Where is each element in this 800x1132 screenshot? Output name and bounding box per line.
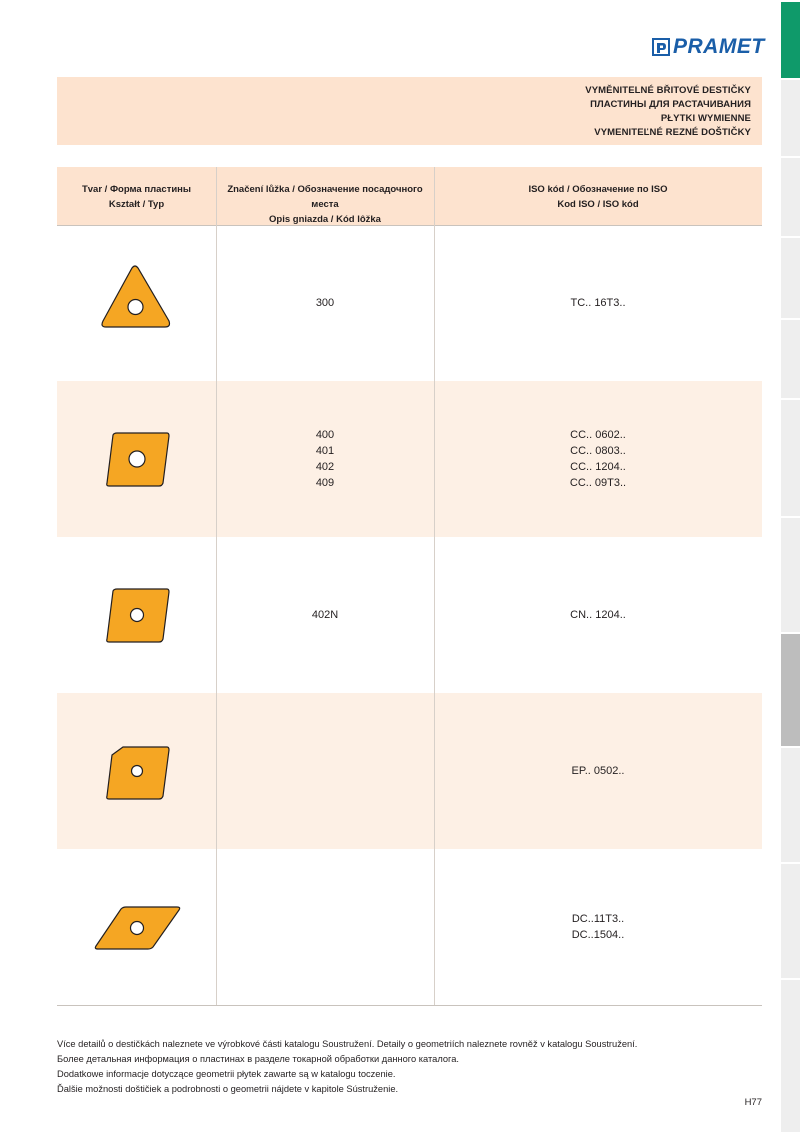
page-title-pl: PŁYTKI WYMIENNE: [660, 113, 751, 124]
iso-code: CC.. 09T3..: [569, 477, 627, 489]
page-number: H77: [744, 1097, 762, 1108]
triangle-insert-icon: [100, 263, 180, 333]
e-shape-insert-icon: [103, 743, 173, 803]
iso-codes: [434, 537, 762, 693]
page-title-sk: VYMENITEĽNÉ REZNÉ DOŠTIČKY: [594, 127, 751, 138]
iso-code: TC.. 16T3..: [570, 297, 626, 309]
shape-cell: [57, 225, 216, 381]
table-bottom-border: [57, 1005, 762, 1006]
header-shape: [57, 182, 216, 212]
table-row: [57, 693, 762, 849]
header-shape-line1: Tvar / Форма пластины: [81, 184, 192, 195]
iso-codes: [434, 693, 762, 849]
seat-code: 401: [315, 445, 335, 457]
title-banner: [57, 77, 762, 145]
section-tab-active[interactable]: [781, 0, 800, 78]
footnotes: [57, 1037, 757, 1097]
footnote-cz: Více detailů o destičkách naleznete ve výrobkové části katalogu Soustružení. Detaily o geometriích naleznete rovněž v katalogu Soustružení.: [57, 1039, 638, 1049]
header-iso-line2: Kod ISO / ISO kód: [557, 199, 639, 210]
section-tab[interactable]: [781, 978, 800, 1132]
rhombic-55-insert-icon: [93, 903, 183, 953]
logo-wordmark: PRAMET: [673, 35, 765, 58]
section-tabs: [781, 0, 800, 1132]
header-shape-line2: Kształt / Typ: [108, 199, 165, 210]
seat-codes: [216, 381, 434, 537]
shape-cell: [57, 849, 216, 1005]
pramet-logo-icon: [652, 38, 670, 56]
iso-code: CN.. 1204..: [570, 609, 626, 621]
shape-cell: [57, 381, 216, 537]
section-tab[interactable]: [781, 318, 800, 398]
iso-codes: [434, 225, 762, 381]
pramet-logo: [652, 36, 765, 58]
seat-code: 402: [315, 461, 335, 473]
footnote-ru: Более детальная информация о пластинах в разделе токарной обработки данного каталога.: [57, 1054, 459, 1064]
iso-code: CC.. 1204..: [570, 461, 626, 473]
shape-cell: [57, 537, 216, 693]
header-iso: [434, 182, 762, 212]
section-tab[interactable]: [781, 236, 800, 318]
iso-code: DC..11T3..: [571, 913, 625, 925]
table-row: [57, 849, 762, 1005]
section-tab[interactable]: [781, 156, 800, 236]
section-tab[interactable]: [781, 746, 800, 862]
page-title-cz: VYMĚNITELNÉ BŘITOVÉ DESTIČKY: [585, 85, 751, 96]
rhombic-80-negative-insert-icon: [103, 585, 173, 645]
table-header: [57, 167, 762, 226]
seat-code: 300: [315, 297, 335, 309]
iso-code: CC.. 0602..: [570, 429, 626, 441]
section-tab[interactable]: [781, 78, 800, 156]
header-seat-line2: Opis gniazda / Kód lôžka: [269, 214, 381, 225]
iso-codes: [434, 381, 762, 537]
page-title-ru: ПЛАСТИНЫ ДЛЯ РАСТАЧИВАНИЯ: [590, 99, 751, 110]
iso-code: EP.. 0502..: [571, 765, 625, 777]
header-iso-line1: ISO kód / Обозначение по ISO: [528, 184, 668, 195]
section-tab[interactable]: [781, 398, 800, 516]
section-tab-current[interactable]: [781, 632, 800, 746]
table-row: [57, 381, 762, 537]
seat-codes: [216, 537, 434, 693]
seat-code: 402N: [311, 609, 339, 621]
table-row: [57, 537, 762, 693]
seat-code: 409: [315, 477, 335, 489]
shape-cell: [57, 693, 216, 849]
seat-code: 400: [315, 429, 335, 441]
seat-codes: [216, 849, 434, 1005]
section-tab[interactable]: [781, 862, 800, 978]
seat-codes: [216, 693, 434, 849]
footnote-pl: Dodatkowe informacje dotyczące geometrii płytek zawarte są w katalogu toczenie.: [57, 1069, 396, 1079]
table-row: [57, 225, 762, 381]
header-seat-line1: Značení lůžka / Обозначение посадочного места: [227, 184, 423, 210]
rhombic-80-insert-icon: [103, 429, 173, 489]
footnote-sk: Ďalšie možnosti doštičiek a podrobnosti o geometrii nájdete v kapitole Sústruženie.: [57, 1084, 399, 1094]
iso-codes: [434, 849, 762, 1005]
section-tab[interactable]: [781, 516, 800, 632]
header-seat: [216, 182, 434, 227]
iso-code: DC..1504..: [571, 929, 625, 941]
iso-code: CC.. 0803..: [570, 445, 626, 457]
seat-codes: [216, 225, 434, 381]
